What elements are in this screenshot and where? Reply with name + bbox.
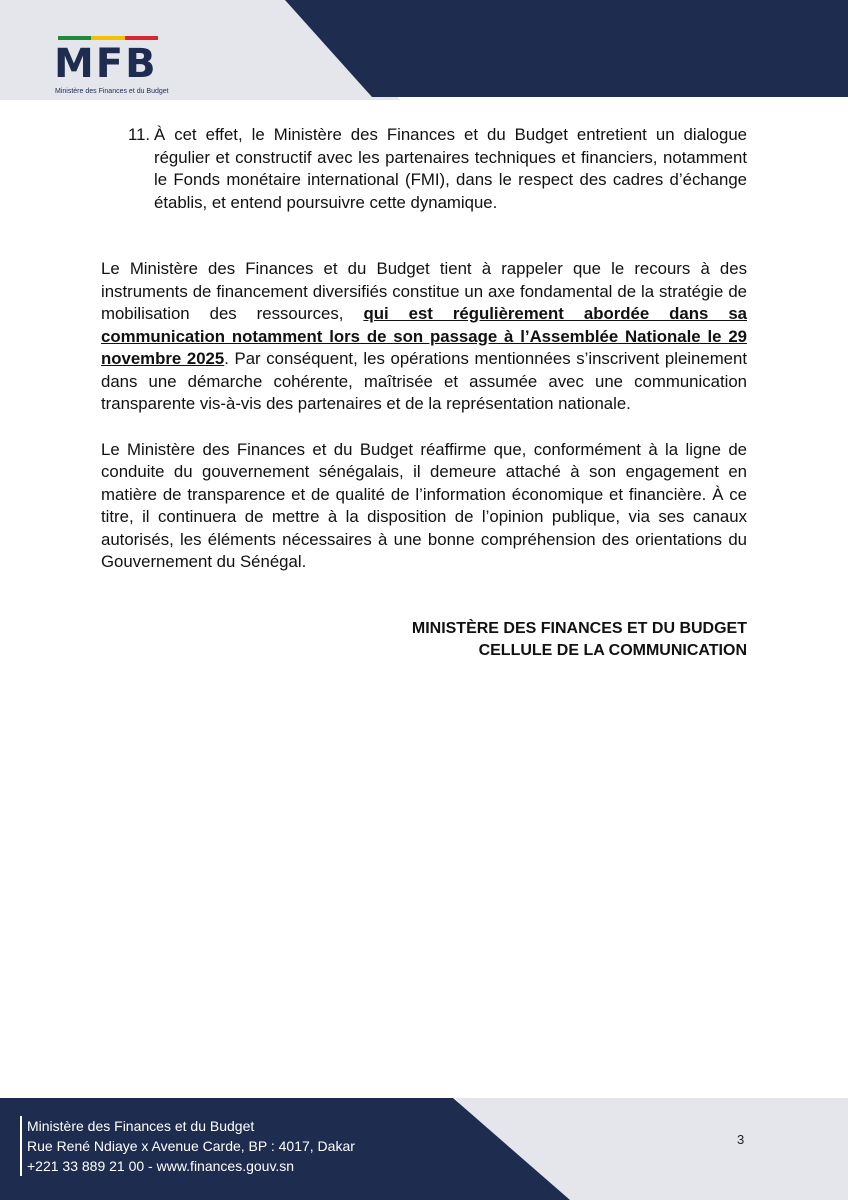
paragraph-financing-highlight: qui est régulièrement abordée dans sa communication notamment lors de son passage à l’Assemblée Nationale le 29 novembre 2025: [101, 304, 747, 368]
page-number: 3: [737, 1132, 745, 1147]
signature-ministry: MINISTÈRE DES FINANCES ET DU BUDGET: [411, 619, 747, 637]
paragraph-financing-end: . Par conséquent, les opérations mentionnées s’inscrivent pleinement dans une démarche cohérente, maîtrisée et assumée avec une communication transparente vis-à-vis des partenaires et de la représentation nationale.: [101, 349, 747, 413]
signature-cell: CELLULE DE LA COMMUNICATION: [478, 642, 747, 659]
paragraph-financing-start: Le Ministère des Finances et du Budget tient à rappeler que le recours à des instruments de financement diversifiés constitue un axe fondamental de la stratégie de mobilisation des ressources,: [101, 259, 747, 323]
paragraph-transparency: Le Ministère des Finances et du Budget réaffirme que, conformément à la ligne de conduite du gouvernement sénégalais, il demeure attaché à son engagement en matière de transparence et de qualité de l’information économique et financière. À ce titre, il continuera de mettre à la disposition de l’opinion publique, via ses canaux autorisés, les éléments nécessaires à une bonne compréhension des orientations du Gouvernement du Sénégal.: [101, 439, 747, 571]
header-navy-shape: [285, 0, 848, 97]
footer-street: Rue René Ndiaye x Avenue Carde, BP : 4017, Dakar: [27, 1138, 355, 1154]
logo-stripe-green: [58, 36, 91, 40]
logo-subtitle: Ministère des Finances et du Budget: [55, 88, 169, 95]
logo-acronym: MFB: [54, 41, 158, 87]
document-body: [101, 124, 747, 663]
footer-contact: +221 33 889 21 00 - www.finances.gouv.sn: [27, 1158, 295, 1174]
footer-ministry: Ministère des Finances et du Budget: [27, 1118, 255, 1134]
logo-stripe-red: [125, 36, 158, 40]
mfb-logo: [54, 36, 169, 96]
logo-flag-stripe: [58, 36, 158, 40]
numbered-item-11: [101, 124, 747, 214]
item-text: À cet effet, le Ministère des Finances et du Budget entretient un dialogue régulier et constructif avec les partenaires techniques et financiers, notamment le Fonds monétaire international (FMI), dans le respect des cadres d’échange établis, et entend poursuivre cette dynamique.: [154, 125, 747, 212]
item-number: 11.: [128, 125, 151, 144]
paragraph-financing: [101, 258, 747, 416]
logo-stripe-yellow: [91, 36, 124, 40]
signature-block: [101, 618, 747, 663]
footer-address: [20, 1116, 355, 1176]
